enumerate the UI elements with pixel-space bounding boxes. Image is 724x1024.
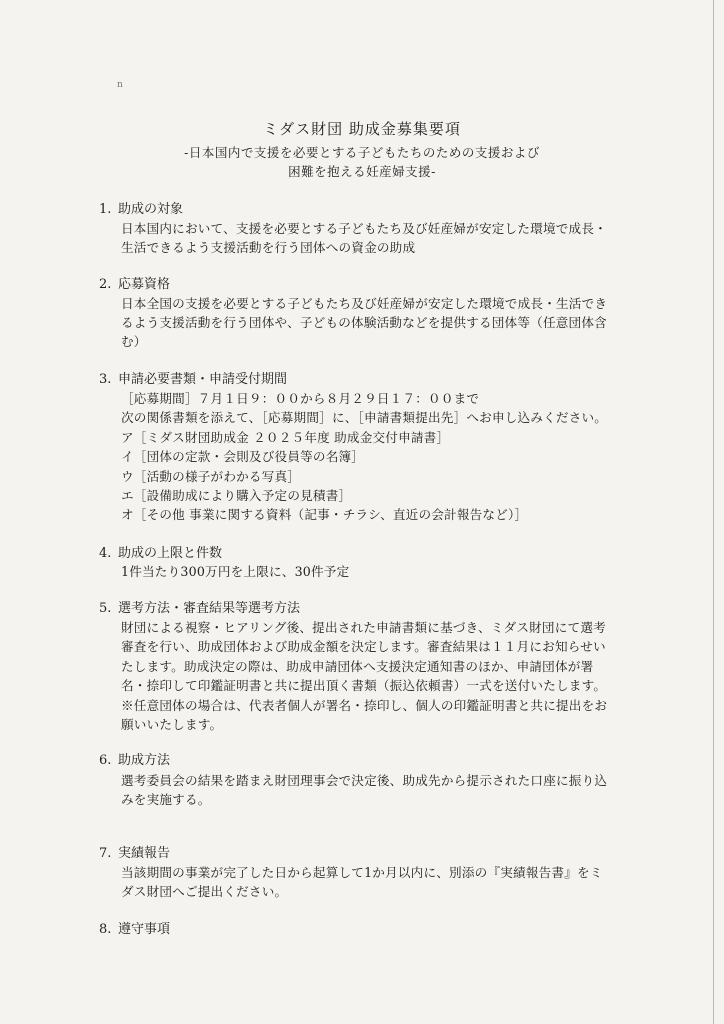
section-title: 選考方法・審査結果等選考方法 — [118, 601, 301, 616]
section-6-line-1: 選考委員会の結果を踏まえ財団理事会で決定後、助成先から提示された口座に振り込 — [121, 773, 608, 788]
section-title: 申請必要書類・申請受付期間 — [118, 372, 288, 387]
section-title: 助成の対象 — [118, 202, 184, 217]
section-2-line-3: む） — [121, 334, 147, 349]
section-8-heading — [99, 918, 170, 937]
section-number: 1. — [99, 202, 112, 217]
section-4-line-1: 1件当たり300万円を上限に、30件予定 — [121, 564, 350, 579]
section-title: 助成方法 — [118, 753, 171, 768]
section-2-heading — [99, 273, 170, 292]
document-subtitle-line-1: -日本国内で支援を必要とする子どもたちのための支援および — [184, 145, 540, 160]
section-6-line-2: みを実施する。 — [121, 792, 211, 807]
section-5-line-4: 名・捺印して印鑑証明書と共に提出頂く書類（振込依頼書）一式を送付いたします。 — [121, 678, 607, 693]
section-title: 応募資格 — [118, 277, 171, 292]
required-document-a: ア［ミダス財団助成金 ２０２５年度 助成金交付申請書］ — [121, 430, 450, 445]
section-3-heading — [99, 368, 287, 387]
section-1-line-1: 日本国内において、支援を必要とする子どもたち及び妊産婦が安定した環境で成長・ — [121, 221, 607, 236]
document-title: ミダス財団 助成金募集要項 — [263, 120, 461, 138]
section-5-line-5: ※任意団体の場合は、代表者個人が署名・捺印し、個人の印鑑証明書と共に提出をお — [121, 698, 608, 713]
section-number: 3. — [99, 372, 112, 387]
section-4-heading — [99, 542, 222, 561]
document-subtitle-line-2: 困難を抱える妊産婦支援- — [288, 164, 436, 179]
section-number: 2. — [99, 277, 112, 292]
required-document-o: オ［その他 事業に関する資料（記事・チラシ、直近の会計報告など）］ — [121, 507, 528, 522]
section-2-line-2: るよう支援活動を行う団体や、子どもの体験活動などを提供する団体等（任意団体含 — [121, 315, 607, 330]
section-2-line-1: 日本全国の支援を必要とする子どもたち及び妊産婦が安定した環境で成長・生活でき — [121, 296, 608, 311]
required-document-e: エ［設備助成により購入予定の見積書］ — [121, 488, 352, 503]
section-number: 7. — [99, 846, 112, 861]
section-6-heading — [99, 749, 170, 768]
section-5-heading — [99, 597, 300, 616]
section-number: 4. — [99, 546, 112, 561]
section-5-line-1: 財団による視察・ヒアリング後、提出された申請書類に基づき、ミダス財団にて選考 — [121, 620, 606, 635]
section-title: 助成の上限と件数 — [118, 546, 223, 561]
application-instruction-line: 次の関係書類を添えて、［応募期間］に、［申請書類提出先］へお申し込みください。 — [121, 410, 608, 425]
section-number: 5. — [99, 601, 112, 616]
section-5-line-6: 願いいたします。 — [121, 717, 223, 732]
section-5-line-3: たします。助成決定の際は、助成申請団体へ支援決定通知書のほか、申請団体が署 — [121, 659, 594, 674]
section-7-line-1: 当該期間の事業が完了した日から起算して1か月以内に、別添の『実績報告書』をミ — [121, 865, 603, 880]
section-5-line-2: 審査を行い、助成団体および助成金額を決定します。審査結果は１１月にお知らせい — [121, 639, 606, 654]
required-document-u: ウ［活動の様子がわかる写真］ — [121, 469, 301, 484]
scan-speck: ո — [117, 80, 123, 90]
required-document-i: イ［団体の定款・会則及び役員等の名簿］ — [121, 449, 365, 464]
section-title: 遵守事項 — [118, 922, 171, 937]
section-number: 8. — [99, 922, 112, 937]
section-7-line-2: ダス財団へご提出ください。 — [121, 884, 288, 899]
application-period-line: ［応募期間］７月１日９：００から８月２９日１７：００まで — [121, 391, 480, 406]
section-1-line-2: 生活できるよう支援活動を行う団体への資金の助成 — [121, 240, 416, 255]
section-7-heading — [99, 842, 170, 861]
section-1-heading — [99, 198, 183, 217]
section-number: 6. — [99, 753, 112, 768]
section-title: 実績報告 — [118, 846, 171, 861]
